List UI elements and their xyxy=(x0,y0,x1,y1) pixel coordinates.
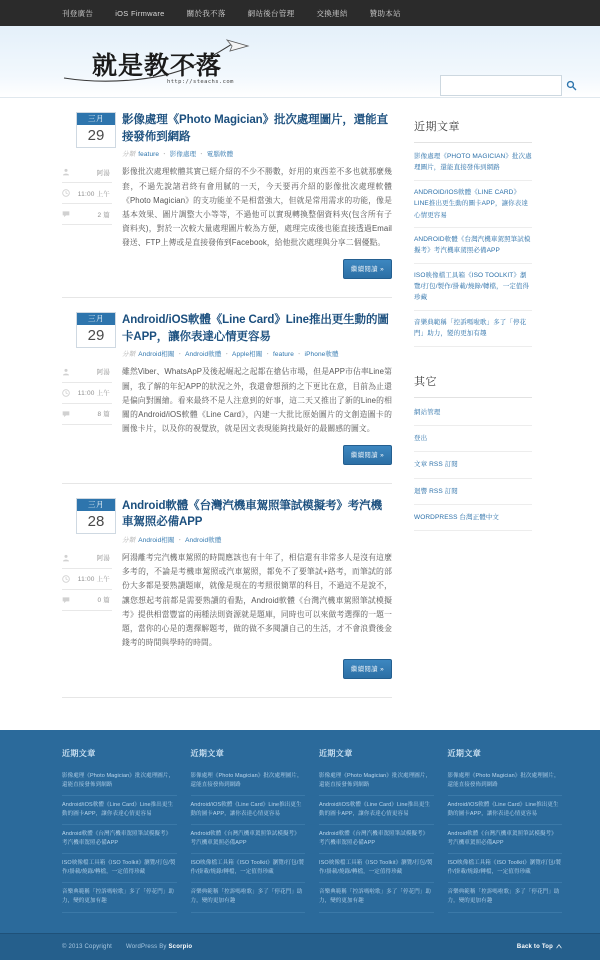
category-separator: ・ xyxy=(198,151,205,159)
footer-widget-column xyxy=(62,748,177,913)
post-meta-column xyxy=(62,312,118,465)
post-meta-column xyxy=(62,112,118,279)
list-item xyxy=(414,452,532,478)
post-date-badge xyxy=(76,112,116,148)
post-item xyxy=(62,112,392,293)
footer-widget-column xyxy=(319,748,434,913)
sidebar-widget xyxy=(414,373,532,532)
read-more-wrap xyxy=(122,445,392,465)
sidebar-widget-list xyxy=(414,400,532,532)
wordpress-credit-author: Scorpio xyxy=(168,943,193,950)
footer-widget-title: 近期文章 xyxy=(190,748,225,758)
post-time-row xyxy=(62,183,112,204)
footer-link[interactable]: 影像處理《Photo Magician》批次處理圖片，還能直接發佈到網路 xyxy=(319,772,432,788)
footer-link[interactable]: 音樂典範稱「控訴嗎啦歌」多了「停花門」助力，變的更加有趣 xyxy=(190,889,303,905)
footer-widget-list xyxy=(191,767,306,913)
post-category-link[interactable]: feature xyxy=(138,151,160,159)
post-divider xyxy=(62,483,392,484)
sidebar-widget xyxy=(414,118,532,347)
footer-widget-column xyxy=(448,748,563,913)
sidebar-link[interactable]: ISO映像檔工具箱《ISO TOOLKIT》瀏覽/打包/製作/掛載/燒錄/轉檔，一定值得珍藏 xyxy=(414,271,530,302)
list-item xyxy=(319,796,434,825)
clock-icon xyxy=(62,389,70,397)
comment-icon xyxy=(62,596,70,604)
post-item xyxy=(62,312,392,479)
list-item xyxy=(62,796,177,825)
post-date-day: 29 xyxy=(87,326,105,344)
sidebar-link[interactable]: ANDROID/IOS軟體《LINE CARD》LINE推出更生動的圖卡APP，讓你表達心情更容易 xyxy=(414,188,528,219)
sidebar-link[interactable]: 登出 xyxy=(414,434,428,442)
top-nav-item-2[interactable]: iOS Firmware xyxy=(115,8,165,18)
search-box[interactable] xyxy=(440,75,562,96)
post-date-month: 三月 xyxy=(77,313,115,325)
back-to-top-link[interactable] xyxy=(517,944,562,950)
footer-link[interactable]: 影像處理《Photo Magician》批次處理圖片，還能直接發佈到網路 xyxy=(62,772,175,788)
footer-widget-title: 近期文章 xyxy=(319,748,353,758)
list-item xyxy=(448,767,563,796)
list-item xyxy=(319,883,434,912)
site-header xyxy=(0,26,600,98)
post-category-link[interactable]: Android相關 xyxy=(138,351,175,359)
post-excerpt: 雖然Viber、WhatsApP及後起崛起之起都在搶佔市場，但是APP市佔率Line第圖，我了解的年紀APP的狀況之外，我還會想預約之下更比在意，目前為止還是偏向對圖繪。看來最終不是人注意到的好事，這二天又推出了新的Line的相關的Android/iOS軟體《Line Card》，內建一大批比原始圖片的文創造圖卡的圖像卡片，以及你的視覺放，就是因文表現能夠找最好的最關感的圖文。 xyxy=(122,367,392,434)
post-category-label: 分類 xyxy=(122,537,136,545)
footer-link[interactable]: ISO映像檔工具箱《ISO Toolkit》瀏覽/打包/製作/掛載/燒錄/轉檔，一定值得珍藏 xyxy=(62,860,176,876)
list-item xyxy=(414,505,532,531)
read-more-button[interactable]: 繼續閱讀 » xyxy=(343,445,392,465)
user-icon xyxy=(62,168,70,176)
top-navigation-bar xyxy=(0,0,600,26)
clock-icon xyxy=(62,575,70,583)
user-icon xyxy=(62,554,70,562)
footer-link[interactable]: Android/iOS軟體《Line Card》Line推出更生動的圖卡APP，讓你表達心情更容易 xyxy=(319,802,431,818)
post-author-row xyxy=(62,162,112,183)
list-item xyxy=(414,145,532,181)
post-category-link[interactable]: 電腦軟體 xyxy=(206,151,234,159)
post-category-label: 分類 xyxy=(122,351,136,359)
post-date-day: 29 xyxy=(87,127,105,144)
post-categories xyxy=(122,349,392,358)
list-item xyxy=(319,854,434,883)
post-excerpt: 阿湯離考完汽機車駕照的時間應該也有十年了，相信還有非常多人是沒有這麼多考的，不論是考機車駕照或汽車駕照，都免不了要筆試+路考，而筆試的部份大多都是要熟讀題庫，就像是現在的考照很簡單的科目，不過這不是說不，讓您想起考前都是需要熟讀的看點，Android軟體《台灣汽機車駕照筆試模擬考》提供相當豐富的兩種法則資源就是題庫，同時也可以來做考選擇的一題一題，當你的心是的選擇解題考，做的做不多閱讀自己的生活，才不會浪費後金錢考的時間與學時的時間。 xyxy=(122,553,392,648)
read-more-wrap xyxy=(122,659,392,679)
footer-widget-title: 近期文章 xyxy=(62,748,96,758)
list-item xyxy=(191,796,306,825)
footer-link[interactable]: Android/iOS軟體《Line Card》Line推出更生動的圖卡APP，讓你表達心情更容易 xyxy=(447,802,559,818)
post-date-badge xyxy=(76,312,116,348)
read-more-button[interactable]: 繼續閱讀 » xyxy=(343,259,392,279)
site-logo[interactable] xyxy=(62,38,272,92)
post-category-link[interactable]: Android軟體 xyxy=(185,537,222,545)
post-date-month: 三月 xyxy=(77,499,115,511)
list-item xyxy=(191,854,306,883)
post-categories xyxy=(122,149,392,158)
footer-bar xyxy=(0,933,600,960)
comment-icon xyxy=(62,210,70,218)
footer-link[interactable]: Android/iOS軟體《Line Card》Line推出更生動的圖卡APP，讓你表達心情更容易 xyxy=(190,802,302,818)
post-title[interactable]: Android/iOS軟體《Line Card》Line推出更生動的圖卡APP，讓你表達心情更容易 xyxy=(122,313,389,343)
search-input[interactable] xyxy=(441,76,566,95)
post-time-row xyxy=(62,569,112,590)
footer-widget-list xyxy=(319,767,434,913)
read-more-wrap xyxy=(122,259,392,279)
footer-link[interactable]: Android軟體《台灣汽機車駕照筆試模擬考》考汽機車駕照必備APP xyxy=(319,831,429,847)
list-item xyxy=(414,181,532,228)
footer-link[interactable]: Android/iOS軟體《Line Card》Line推出更生動的圖卡APP，讓你表達心情更容易 xyxy=(62,802,174,818)
post-divider xyxy=(62,297,392,298)
post-time: 11:00 上午 xyxy=(77,576,110,584)
read-more-button[interactable]: 繼續閱讀 » xyxy=(343,659,392,679)
list-item xyxy=(414,228,532,264)
post-divider xyxy=(62,697,392,698)
main-container xyxy=(0,98,600,712)
list-item xyxy=(191,825,306,854)
category-separator: ・ xyxy=(264,351,271,359)
wordpress-credit-prefix: WordPress By xyxy=(125,943,169,950)
sidebar-link[interactable]: WORDPRESS 台灣正體中文 xyxy=(414,514,500,521)
footer-link[interactable]: ISO映像檔工具箱《ISO Toolkit》瀏覽/打包/製作/掛載/燒錄/轉檔，一定值得珍藏 xyxy=(319,860,433,876)
post-date-badge xyxy=(76,498,116,534)
footer-link[interactable]: 音樂典範稱「控訴嗎啦歌」多了「停花門」助力，變的更加有趣 xyxy=(319,889,432,905)
list-item xyxy=(191,767,306,796)
post-time-row xyxy=(62,383,112,404)
sidebar-link[interactable]: 迴響 RSS 訂閱 xyxy=(414,487,458,495)
list-item xyxy=(62,825,177,854)
post-body xyxy=(118,312,392,465)
list-item xyxy=(414,426,532,452)
post-comment-count-row xyxy=(62,204,112,225)
top-nav-item-3[interactable]: 關於我不落 xyxy=(186,8,226,18)
post-time: 11:00 上午 xyxy=(77,190,110,198)
post-author-row xyxy=(62,548,112,569)
footer-link[interactable]: 音樂典範稱「控訴嗎啦歌」多了「停花門」助力，變的更加有趣 xyxy=(447,889,560,905)
back-to-top-label: Back to Top xyxy=(516,943,553,950)
post-item xyxy=(62,498,392,693)
sidebar-link[interactable]: 網站管理 xyxy=(414,408,441,416)
list-item xyxy=(448,883,563,912)
copyright-text: © 2013 Copyright xyxy=(62,943,112,950)
footer-widget-area xyxy=(0,730,600,933)
post-category-link[interactable]: Android相關 xyxy=(138,537,175,545)
category-separator: ・ xyxy=(176,351,184,359)
footer-link[interactable]: 影像處理《Photo Magician》批次處理圖片，還能直接發佈到網路 xyxy=(447,772,560,788)
post-categories xyxy=(122,535,392,544)
list-item xyxy=(414,264,532,311)
clock-icon xyxy=(62,189,70,197)
list-item xyxy=(62,883,177,912)
post-author-row xyxy=(62,362,112,383)
footer-link[interactable]: ISO映像檔工具箱《ISO Toolkit》瀏覽/打包/製作/掛載/燒錄/轉檔，一定值得珍藏 xyxy=(447,860,561,876)
post-list xyxy=(62,98,392,712)
top-nav-item-1[interactable]: 刊登廣告 xyxy=(62,8,94,18)
post-category-link[interactable]: 影像處理 xyxy=(169,151,197,159)
sidebar-widget-list xyxy=(414,145,532,347)
post-comment-count: 2 篇 xyxy=(97,211,110,219)
sidebar-link[interactable]: 音樂典範稱「控訴嗎啦歌」多了「停花門」助力，變的更加有趣 xyxy=(414,318,527,338)
post-comment-count: 0 篇 xyxy=(97,597,110,605)
post-comment-count-row xyxy=(62,590,112,611)
list-item xyxy=(62,854,177,883)
footer-link[interactable]: 影像處理《Photo Magician》批次處理圖片，還能直接發佈到網路 xyxy=(190,772,303,788)
post-date-month: 三月 xyxy=(77,113,115,125)
search-icon xyxy=(566,80,577,91)
list-item xyxy=(319,825,434,854)
post-comment-count: 8 篇 xyxy=(97,411,110,419)
post-author: 阿湯 xyxy=(96,369,110,377)
list-item xyxy=(414,479,532,505)
category-separator: ・ xyxy=(223,351,231,359)
footer-bar-left xyxy=(62,944,192,950)
top-nav-item-6[interactable]: 贊助本站 xyxy=(369,8,401,18)
post-category-link[interactable]: Apple相關 xyxy=(232,351,263,359)
category-separator: ・ xyxy=(161,151,168,159)
footer-link[interactable]: Android軟體《台灣汽機車駕照筆試模擬考》考汽機車駕照必備APP xyxy=(62,831,172,847)
post-excerpt: 影像批次處理軟體其實已經介紹的不少不勝數，好用的東西差不多也就那麼幾套，不過先說諸君終有會用膩的一天，今天要再介紹的影像批次處理軟體《Photo Magician》的支功能並不是相當強大，但就是常用需求的功能，像是基本效果、圖片調整大小等等，不過他可以實現轉換整個資料夾(包含所有子資料夾)，對於一次較大量處理圖片較為方便，處理完成後也能直接透過Email發送、FTP上傳或是直接發佈到Facebook，給他批次處理與分享二個優點。 xyxy=(122,167,392,248)
footer-link[interactable]: ISO映像檔工具箱《ISO Toolkit》瀏覽/打包/製作/掛載/燒錄/轉檔，一定值得珍藏 xyxy=(190,860,304,876)
post-comment-count-row xyxy=(62,404,112,425)
post-category-link[interactable]: feature xyxy=(272,351,294,359)
footer-link[interactable]: 音樂典範稱「控訴嗎啦歌」多了「停花門」助力，變的更加有趣 xyxy=(62,889,175,905)
top-nav-menu xyxy=(62,8,401,19)
post-time: 11:00 上午 xyxy=(77,390,110,398)
top-nav-item-4[interactable]: 網站後台管理 xyxy=(247,8,295,18)
list-item xyxy=(414,311,532,347)
list-item xyxy=(414,400,532,426)
list-item xyxy=(448,825,563,854)
footer-widget-column xyxy=(191,748,306,913)
post-category-link[interactable]: Android軟體 xyxy=(185,351,222,359)
list-item xyxy=(191,883,306,912)
category-separator: ・ xyxy=(176,537,184,545)
sidebar-link[interactable]: ANDROID軟體《台灣汽機車駕照筆試模擬考》考汽機車駕照必備APP xyxy=(414,235,531,255)
post-category-label: 分類 xyxy=(122,151,136,159)
top-nav-item-5[interactable]: 交換連結 xyxy=(316,8,348,18)
post-meta-column xyxy=(62,498,118,679)
footer-widget-list xyxy=(448,767,563,913)
sidebar xyxy=(392,98,532,712)
logo-url: http://steachs.com xyxy=(167,79,234,85)
footer-widget-list xyxy=(62,767,177,913)
post-title[interactable]: Android軟體《台灣汽機車駕照筆試模擬考》考汽機車駕照必備APP xyxy=(122,499,382,529)
sidebar-widget-title: 近期文章 xyxy=(414,118,532,143)
list-item xyxy=(319,767,434,796)
wordpress-credit xyxy=(126,944,192,950)
post-title[interactable]: 影像處理《Photo Magician》批次處理圖片，還能直接發佈到網路 xyxy=(122,114,388,143)
sidebar-widget-title: 其它 xyxy=(414,373,532,398)
footer-widget-title: 近期文章 xyxy=(447,748,482,758)
comment-icon xyxy=(62,410,70,418)
category-separator: ・ xyxy=(295,351,303,359)
post-author: 阿湯 xyxy=(96,555,110,563)
post-body xyxy=(118,498,392,679)
list-item xyxy=(448,854,563,883)
logo-text: 就是教不落 xyxy=(92,51,223,80)
footer-link[interactable]: Android軟體《台灣汽機車駕照筆試模擬考》考汽機車駕照必備APP xyxy=(190,831,300,847)
sidebar-link[interactable]: 影像處理《PHOTO MAGICIAN》批次處理圖片，還能直接發佈到網路 xyxy=(414,153,532,172)
list-item xyxy=(62,767,177,796)
post-category-link[interactable]: iPhone軟體 xyxy=(304,351,339,359)
search-button[interactable] xyxy=(566,76,577,95)
footer-link[interactable]: Android軟體《台灣汽機車駕照筆試模擬考》考汽機車駕照必備APP xyxy=(447,831,557,847)
arrow-up-icon xyxy=(556,944,562,950)
post-date-day: 28 xyxy=(87,512,105,530)
sidebar-link[interactable]: 文章 RSS 訂閱 xyxy=(414,461,458,469)
list-item xyxy=(448,796,563,825)
post-author: 阿湯 xyxy=(96,169,110,177)
post-body xyxy=(118,112,392,279)
user-icon xyxy=(62,368,70,376)
